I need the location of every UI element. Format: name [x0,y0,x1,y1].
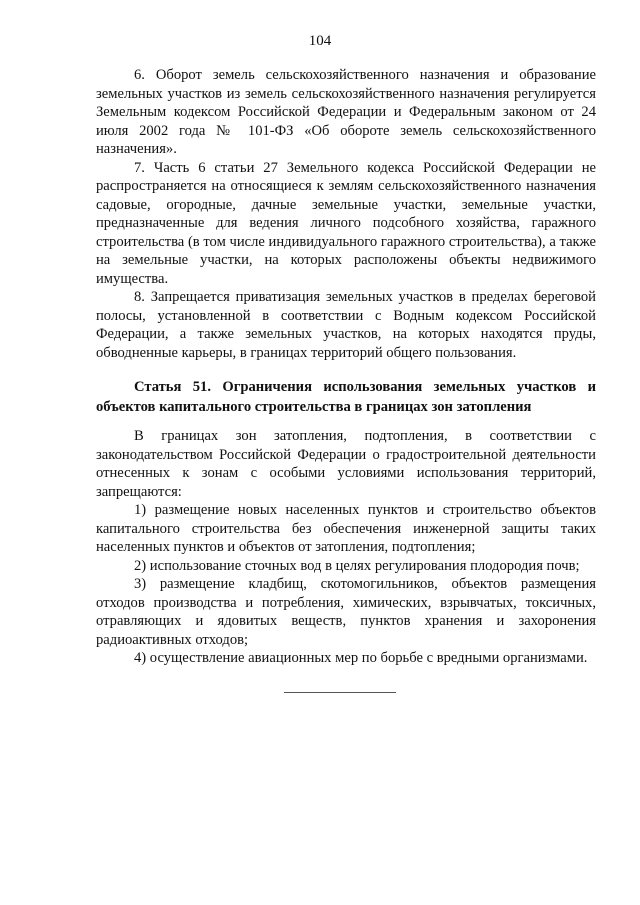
article-51-item-1: 1) размещение новых населенных пунктов и строительство объектов капитального строительства без обеспечения инженерной защиты таких населенных пунктов и объектов от затопления, подтопления; [96,502,596,555]
article-51-item-3: 3) размещение кладбищ, скотомогильников, объектов размещения отходов производства и потребления, химических, взрывчатых, токсичных, отравляющих и ядовитых веществ, пунктов хранения и захоронения радиоактивных отходов; [96,576,596,648]
article-51-heading: Статья 51. Ограничения использования земельных участков и объектов капитального строительства в границах зон затопления [96,379,596,415]
paragraph-8: 8. Запрещается приватизация земельных участков в пределах береговой полосы, установленной в соответствии с Водным кодексом Российской Федерации, а также земельных участков, на которых находятся пруды, обводненные карьеры, в границах территорий общего пользования. [96,289,596,361]
article-51-item-4: 4) осуществление авиационных мер по борьбе с вредными организмами. [134,650,588,666]
article-51-item-2: 2) использование сточных вод в целях регулирования плодородия почв; [134,557,580,574]
closing-divider [284,692,396,693]
page-number: 104 [308,33,332,49]
paragraph-7: 7. Часть 6 статьи 27 Земельного кодекса Российской Федерации не распространяется на относящиеся к землям сельскохозяйственного назначения садовые, огородные, дачные земельные участки, земельные участки, предназначенные для ведения личного подсобного хозяйства, гаражного строительства (в том числе индивидуального гаражного строительства), а также на земельные участки, на которых расположены объекты недвижимого имущества. [96,159,596,287]
article-51-intro: В границах зон затопления, подтопления, в соответствии с законодательством Российской Федерации о градостроительной деятельности отнесенных к зонам с особыми условиями использования территорий, запрещаются: [96,428,596,500]
document-body [96,66,596,693]
paragraph-6: 6. Оборот земель сельскохозяйственного назначения и образование земельных участков из земель сельскохозяйственного назначения регулируется Земельным кодексом Российской Федерации и Федеральным законом от 24 июля 2002 года № 101-ФЗ «Об обороте земель сельскохозяйственного назначения». [96,67,596,157]
